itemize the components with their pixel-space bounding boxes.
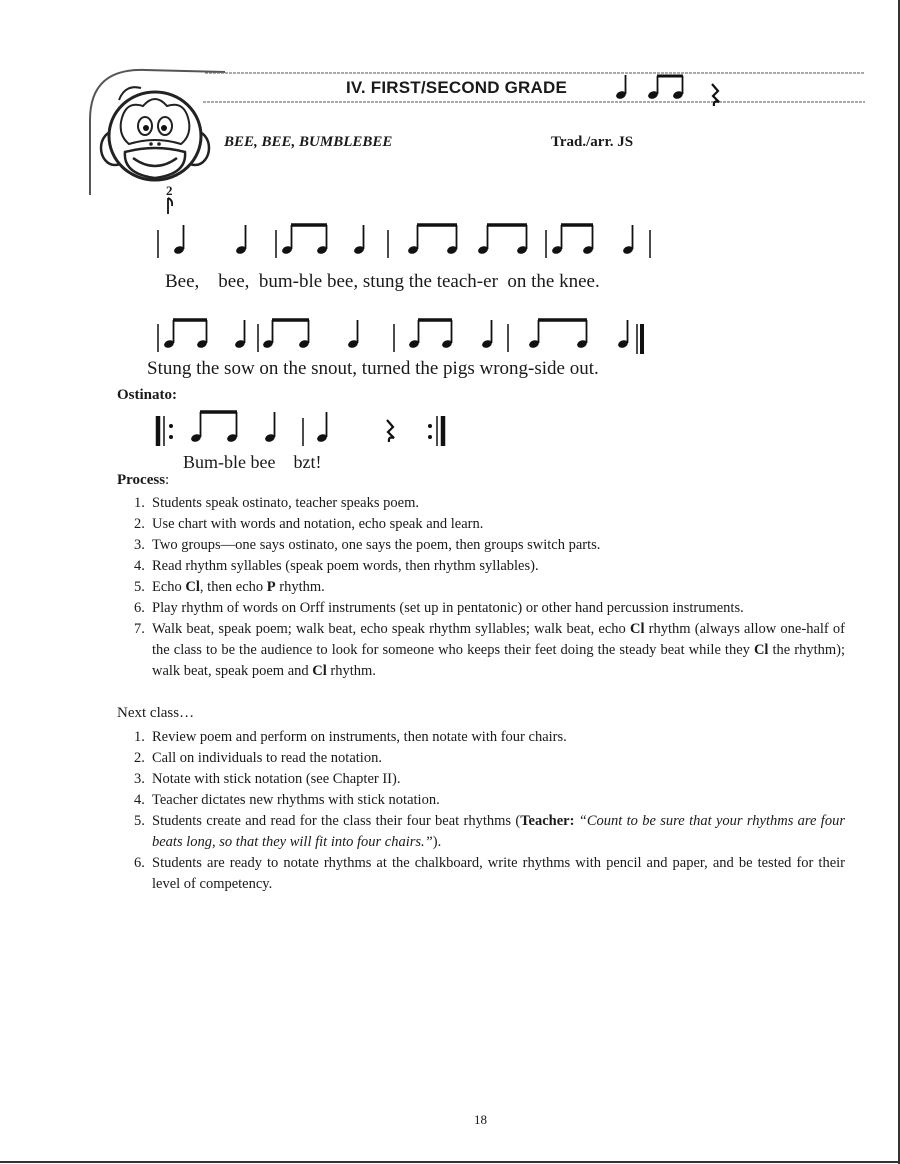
monkey-face-icon xyxy=(101,87,209,180)
ostinato-label: Ostinato: xyxy=(117,387,177,403)
process-label-text: Process xyxy=(117,472,166,488)
eighth-note-pair xyxy=(477,225,528,255)
eighth-note-pair xyxy=(407,225,458,255)
eighth-note-pair xyxy=(551,225,594,255)
page-border-bottom xyxy=(0,1161,900,1163)
lyrics-line-1: Bee, bee, bum-ble bee, stung the teach-er on the knee. xyxy=(165,271,600,292)
quarter-rest-icon xyxy=(712,84,719,106)
page-number: 18 xyxy=(474,1112,487,1127)
ostinato-rhythm xyxy=(150,400,460,452)
quarter-note xyxy=(617,320,629,349)
eighth-note-pair xyxy=(163,320,208,349)
list-item: 3. Notate with stick notation (see Chapter II). xyxy=(134,771,401,787)
breath-mark-icon xyxy=(168,198,172,214)
quarter-note xyxy=(622,225,634,255)
process-label xyxy=(117,472,169,489)
repeat-end-icon xyxy=(428,416,443,446)
chapter-title: IV. FIRST/SECOND GRADE xyxy=(346,78,568,97)
ostinato-lyrics: Bum-ble bee bzt! xyxy=(183,452,322,472)
quarter-note xyxy=(316,412,328,443)
list-item: 7. Walk beat, speak poem; walk beat, echo speak rhythm syllables; walk beat, echo Cl rhythm (always allow one-half of the class to be the audience to look for someone who keeps their feet doing the steady beat while they Cl the rhythm); walk beat, speak poem and Cl rhythm. xyxy=(134,621,845,679)
list-item: 5. Echo Cl, then echo P rhythm. xyxy=(134,579,325,595)
header-rhythm xyxy=(612,70,732,110)
song-title: BEE, BEE, BUMBLEBEE xyxy=(224,134,393,150)
list-item: 4. Teacher dictates new rhythms with stick notation. xyxy=(134,792,440,808)
eighth-note-pair xyxy=(408,320,453,349)
quarter-note xyxy=(481,320,493,349)
process-label-colon: : xyxy=(165,472,170,488)
list-item: 6. Students are ready to notate rhythms at the chalkboard, write rhythms with pencil and paper, and be tested for their level of competency. xyxy=(134,855,845,892)
eighth-note-pair xyxy=(528,320,588,349)
quarter-note xyxy=(173,225,185,255)
quarter-note xyxy=(264,412,276,443)
list-item: 2. Use chart with words and notation, echo speak and learn. xyxy=(134,516,484,532)
list-item: 4. Read rhythm syllables (speak poem words, then rhythm syllables). xyxy=(134,558,539,574)
next-class-label: Next class… xyxy=(117,705,195,721)
quarter-note xyxy=(234,320,246,349)
eighth-note-pair xyxy=(262,320,310,349)
eighth-note-pair-icon xyxy=(647,76,684,100)
list-item: 5. Students create and read for the class their four beat rhythms (Teacher: “Count to be sure that your rhythms are four beats long, so that they will fit into four chairs.”). xyxy=(134,813,845,850)
song-credit: Trad./arr. JS xyxy=(551,134,634,150)
repeat-start-icon xyxy=(158,416,173,446)
quarter-note xyxy=(353,225,365,255)
quarter-note xyxy=(235,225,247,255)
quarter-note xyxy=(347,320,359,349)
measure-number: 2 xyxy=(166,183,173,198)
process-steps xyxy=(117,493,845,682)
list-item: 6. Play rhythm of words on Orff instruments (set up in pentatonic) or other hand percussion instruments. xyxy=(134,600,744,616)
list-item: 1. Review poem and perform on instruments, then notate with four chairs. xyxy=(134,729,567,745)
list-item: 2. Call on individuals to read the notation. xyxy=(134,750,382,766)
list-item: 1. Students speak ostinato, teacher speaks poem. xyxy=(134,495,419,511)
quarter-rest-icon xyxy=(387,420,394,442)
next-class-steps xyxy=(117,727,845,895)
quarter-note-icon xyxy=(615,75,627,100)
eighth-note-pair xyxy=(190,412,238,443)
lyrics-line-2: Stung the sow on the snout, turned the pigs wrong-side out. xyxy=(147,358,599,379)
eighth-note-pair xyxy=(281,225,328,255)
rhythm-line-2 xyxy=(150,298,670,360)
rhythm-line-1 xyxy=(150,196,670,266)
list-item: 3. Two groups—one says ostinato, one says the poem, then groups switch parts. xyxy=(134,537,601,553)
